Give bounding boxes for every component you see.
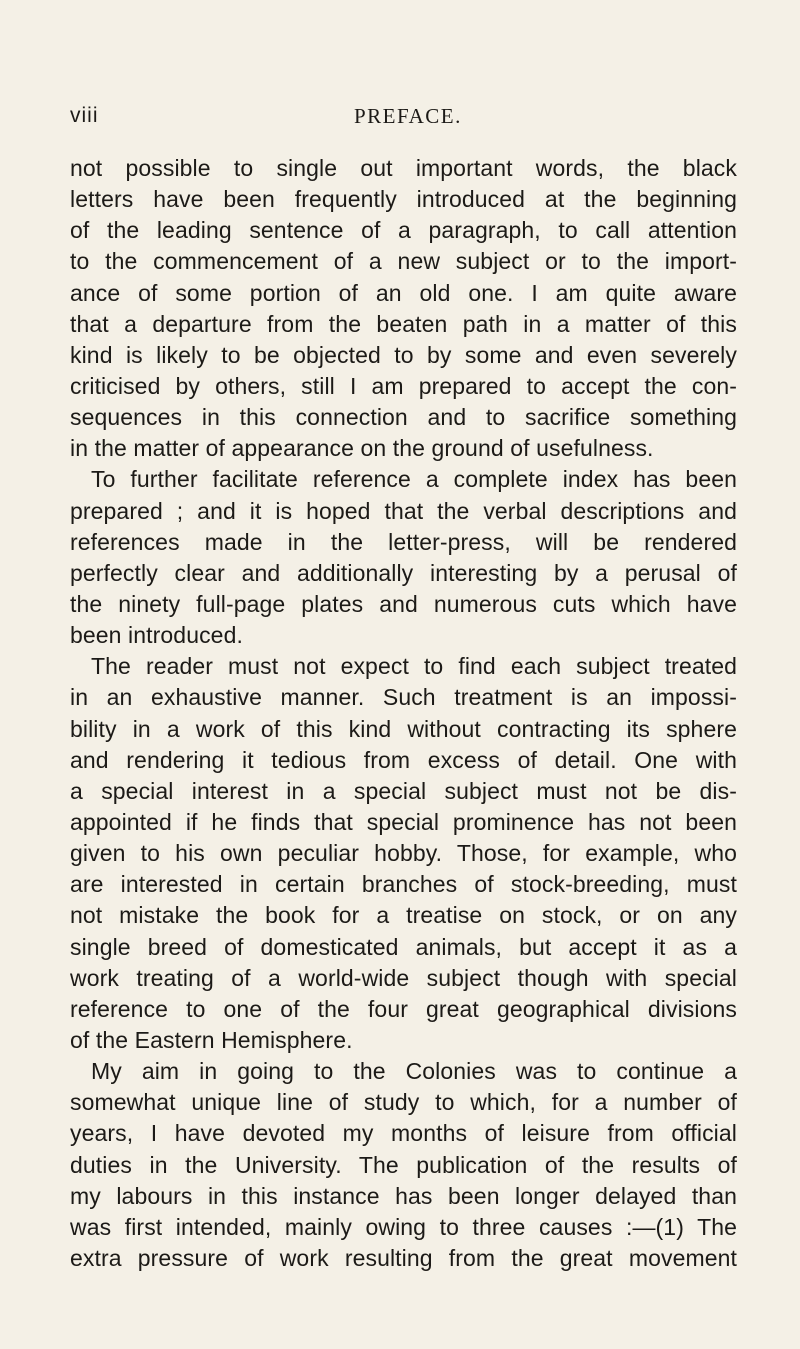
paragraph-start-line: To further facilitate reference a complete index has been xyxy=(91,466,737,493)
text-line: letters have been frequently introduced at the beginning xyxy=(70,186,737,213)
text-line: the ninety full-page plates and numerous cuts which have xyxy=(70,590,737,617)
text-line: kind is likely to be objected to by some and even severely xyxy=(70,341,737,368)
text-line: criticised by others, still I am prepared to accept the con- xyxy=(70,372,737,399)
text-line: duties in the University. The publication of the results of xyxy=(70,1151,737,1178)
paragraph-start-line: My aim in going to the Colonies was to continue a xyxy=(91,1058,737,1085)
text-line: are interested in certain branches of stock-breeding, must xyxy=(70,871,737,898)
text-line: in the matter of appearance on the ground of usefulness. xyxy=(70,435,654,462)
running-head: PREFACE. xyxy=(354,104,462,128)
page-header xyxy=(70,104,737,134)
text-line: extra pressure of work resulting from the great movement xyxy=(70,1244,737,1271)
text-line: reference to one of the four great geographical divisions xyxy=(70,995,737,1022)
text-line: given to his own peculiar hobby. Those, for example, who xyxy=(70,840,737,867)
text-line: single breed of domesticated animals, but accept it as a xyxy=(70,933,737,960)
body-text xyxy=(70,153,737,1274)
text-line: work treating of a world-wide subject though with special xyxy=(70,964,737,991)
text-line: appointed if he finds that special prominence has not been xyxy=(70,808,737,835)
text-line: my labours in this instance has been longer delayed than xyxy=(70,1182,737,1209)
text-line: references made in the letter-press, will be rendered xyxy=(70,528,737,555)
text-line: a special interest in a special subject must not be dis- xyxy=(70,777,737,804)
text-line: somewhat unique line of study to which, for a number of xyxy=(70,1089,737,1116)
text-line: of the Eastern Hemisphere. xyxy=(70,1026,353,1053)
text-line: not possible to single out important words, the black xyxy=(70,155,737,181)
text-line: was first intended, mainly owing to three causes :—(1) The xyxy=(70,1213,737,1240)
text-line: been introduced. xyxy=(70,622,243,649)
text-line: in an exhaustive manner. Such treatment is an impossi- xyxy=(70,684,737,711)
text-line: prepared ; and it is hoped that the verbal descriptions and xyxy=(70,497,737,524)
text-line: and rendering it tedious from excess of detail. One with xyxy=(70,746,737,773)
page-number: viii xyxy=(70,104,99,127)
text-line: to the commencement of a new subject or to the import- xyxy=(70,248,737,275)
text-line: ance of some portion of an old one. I am quite aware xyxy=(70,279,737,306)
text-line: of the leading sentence of a paragraph, to call attention xyxy=(70,217,737,244)
text-line: years, I have devoted my months of leisure from official xyxy=(70,1120,737,1147)
text-line: sequences in this connection and to sacrifice something xyxy=(70,404,737,431)
text-line: not mistake the book for a treatise on stock, or on any xyxy=(70,902,737,929)
paragraph-start-line: The reader must not expect to find each subject treated xyxy=(91,653,737,680)
text-line: perfectly clear and additionally interesting by a perusal of xyxy=(70,559,737,586)
text-line: that a departure from the beaten path in a matter of this xyxy=(70,310,737,337)
text-line: bility in a work of this kind without contracting its sphere xyxy=(70,715,737,742)
